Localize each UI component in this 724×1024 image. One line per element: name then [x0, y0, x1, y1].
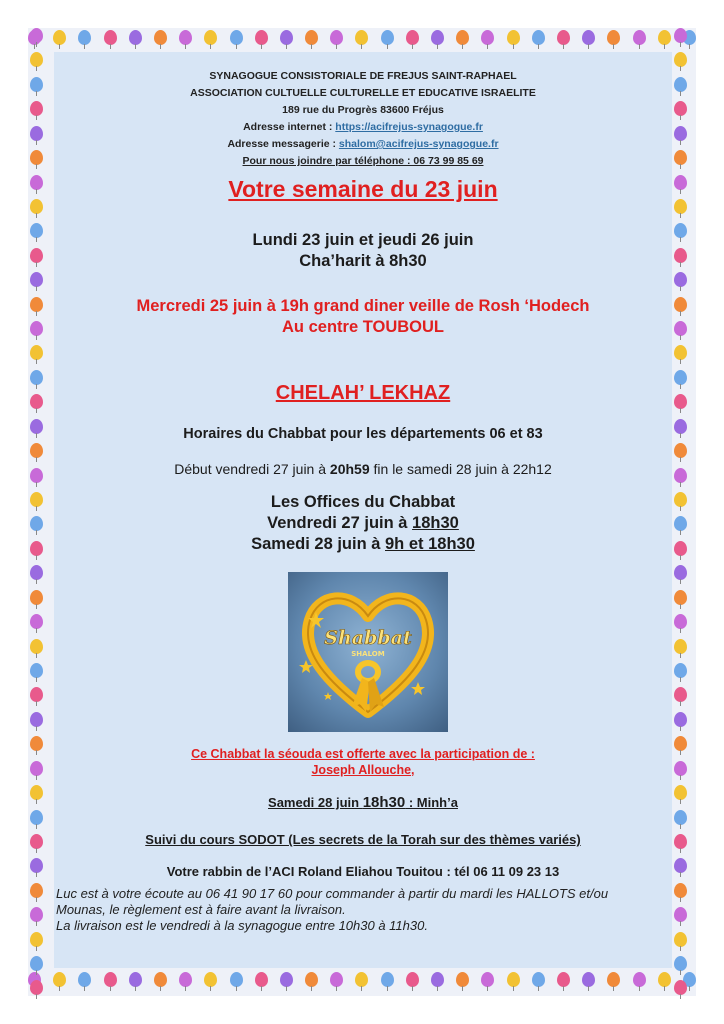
balloon-icon — [30, 223, 43, 238]
balloon-icon — [674, 687, 687, 702]
balloon-icon — [30, 810, 43, 825]
balloon-icon — [30, 639, 43, 654]
balloon-icon — [674, 175, 687, 190]
balloon-icon — [674, 980, 687, 995]
balloon-icon — [557, 30, 570, 45]
offices-title: Les Offices du Chabbat — [270, 493, 456, 511]
balloon-icon — [30, 956, 43, 971]
seouda-announcement — [54, 746, 672, 778]
balloon-icon — [30, 590, 43, 605]
balloon-icon — [280, 972, 293, 987]
weekday-service — [54, 230, 672, 272]
header-organization: SYNAGOGUE CONSISTORIALE DE FREJUS SAINT-RAPHAEL — [209, 70, 517, 82]
parasha-title: CHELAH’ LEKHAZ — [275, 382, 451, 404]
seouda-sponsor: Joseph Allouche, — [311, 763, 415, 777]
weekday-days: Lundi 23 juin et jeudi 26 juin — [252, 231, 474, 249]
balloon-icon — [78, 972, 91, 987]
balloon-icon — [674, 565, 687, 580]
balloon-icon — [674, 248, 687, 263]
dinner-announcement — [54, 296, 672, 338]
balloon-icon — [674, 77, 687, 92]
balloon-icon — [30, 150, 43, 165]
balloon-icon — [674, 712, 687, 727]
balloon-border-bottom — [28, 972, 696, 994]
balloon-icon — [30, 932, 43, 947]
shabbat-times — [54, 461, 672, 477]
balloon-icon — [507, 30, 520, 45]
header-phone: Pour nous joindre par téléphone : 06 73 99 85 69 — [242, 155, 484, 167]
balloon-icon — [674, 590, 687, 605]
balloon-icon — [305, 972, 318, 987]
balloon-icon — [330, 30, 343, 45]
balloon-icon — [674, 297, 687, 312]
balloon-icon — [30, 126, 43, 141]
balloon-icon — [355, 30, 368, 45]
offices-saturday: Samedi 28 juin à 9h et 18h30 — [251, 535, 475, 553]
hallots-note-line1: Luc est à votre écoute au 06 41 90 17 60 pour commander à partir du mardi les HALLOTS et/ou — [56, 886, 609, 901]
balloon-icon — [179, 972, 192, 987]
shabbat-hours-heading: Horaires du Chabbat pour les départements 06 et 83 — [183, 426, 543, 442]
balloon-icon — [30, 468, 43, 483]
balloon-icon — [582, 972, 595, 987]
balloon-icon — [129, 972, 142, 987]
balloon-icon — [674, 932, 687, 947]
balloon-icon — [674, 516, 687, 531]
balloon-icon — [582, 30, 595, 45]
balloon-icon — [30, 663, 43, 678]
hallots-note-line3: La livraison est le vendredi à la synagogue entre 10h30 à 11h30. — [56, 918, 428, 933]
balloon-icon — [129, 30, 142, 45]
balloon-icon — [674, 810, 687, 825]
balloon-icon — [30, 419, 43, 434]
balloon-icon — [30, 858, 43, 873]
balloon-icon — [674, 394, 687, 409]
balloon-icon — [674, 150, 687, 165]
balloon-icon — [674, 223, 687, 238]
balloon-icon — [674, 28, 687, 43]
rabbin-contact: Votre rabbin de l’ACI Roland Eliahou Touitou : tél 06 11 09 23 13 — [166, 864, 560, 879]
header-address: 189 rue du Progrès 83600 Fréjus — [282, 104, 444, 116]
balloon-icon — [204, 972, 217, 987]
balloon-icon — [557, 972, 570, 987]
balloon-icon — [30, 712, 43, 727]
image-text-shabbat: Shabbat — [324, 627, 412, 649]
website-link[interactable]: https://acifrejus-synagogue.fr — [335, 121, 483, 133]
balloon-icon — [255, 30, 268, 45]
balloon-icon — [230, 972, 243, 987]
balloon-icon — [674, 834, 687, 849]
balloon-icon — [255, 972, 268, 987]
balloon-icon — [607, 30, 620, 45]
seouda-line: Ce Chabbat la séouda est offerte avec la participation de : — [191, 747, 535, 761]
shabbat-end-label: fin le samedi 28 juin à 22h12 — [369, 461, 552, 477]
balloon-icon — [674, 614, 687, 629]
balloon-icon — [674, 492, 687, 507]
balloon-icon — [30, 687, 43, 702]
heart-ribbon-illustration — [288, 572, 448, 732]
balloon-icon — [658, 30, 671, 45]
balloon-icon — [674, 785, 687, 800]
minha-time: 18h30 — [362, 794, 406, 811]
balloon-icon — [305, 30, 318, 45]
balloon-icon — [381, 30, 394, 45]
header-website — [54, 119, 672, 136]
balloon-icon — [30, 248, 43, 263]
balloon-icon — [532, 972, 545, 987]
balloon-icon — [674, 199, 687, 214]
shabbat-start-time: 20h59 — [329, 461, 370, 477]
balloon-icon — [406, 972, 419, 987]
balloon-icon — [674, 272, 687, 287]
balloon-icon — [674, 883, 687, 898]
balloon-icon — [674, 321, 687, 336]
balloon-icon — [30, 492, 43, 507]
page-title: Votre semaine du 23 juin — [228, 176, 498, 202]
offices-block — [54, 492, 672, 555]
flyer-panel — [54, 52, 672, 968]
balloon-icon — [30, 907, 43, 922]
balloon-icon — [30, 443, 43, 458]
balloon-icon — [53, 972, 66, 987]
balloon-icon — [154, 972, 167, 987]
offices-friday-time: 18h30 — [412, 514, 459, 532]
balloon-icon — [674, 126, 687, 141]
email-link[interactable]: shalom@acifrejus-synagogue.fr — [338, 138, 499, 150]
balloon-icon — [30, 28, 43, 43]
balloon-icon — [674, 736, 687, 751]
balloon-icon — [456, 972, 469, 987]
balloon-icon — [104, 972, 117, 987]
balloon-icon — [674, 956, 687, 971]
balloon-icon — [30, 321, 43, 336]
balloon-icon — [30, 297, 43, 312]
offices-friday: Vendredi 27 juin à 18h30 — [267, 514, 459, 532]
balloon-icon — [406, 30, 419, 45]
offices-saturday-time: 9h et 18h30 — [385, 535, 475, 553]
balloon-icon — [674, 419, 687, 434]
balloon-icon — [204, 30, 217, 45]
dinner-line: Mercredi 25 juin à 19h grand diner veille de Rosh ‘Hodech — [136, 297, 590, 315]
balloon-icon — [674, 370, 687, 385]
balloon-icon — [674, 663, 687, 678]
balloon-icon — [431, 972, 444, 987]
balloon-icon — [674, 858, 687, 873]
balloon-icon — [355, 972, 368, 987]
minha-service: Samedi 28 juin 18h30 : Minh’a — [268, 794, 458, 811]
balloon-icon — [674, 639, 687, 654]
balloon-icon — [30, 834, 43, 849]
balloon-icon — [30, 565, 43, 580]
balloon-icon — [30, 175, 43, 190]
balloon-icon — [280, 30, 293, 45]
dinner-location: Au centre TOUBOUL — [282, 318, 444, 336]
balloon-border-right — [674, 28, 696, 996]
balloon-icon — [674, 443, 687, 458]
balloon-icon — [30, 736, 43, 751]
balloon-icon — [30, 883, 43, 898]
balloon-border-left — [30, 28, 52, 996]
hallots-note-line2: Mounas, le règlement est à faire avant la livraison. — [56, 902, 346, 917]
balloon-icon — [30, 77, 43, 92]
balloon-icon — [481, 30, 494, 45]
balloon-icon — [532, 30, 545, 45]
balloon-icon — [607, 972, 620, 987]
balloon-icon — [53, 30, 66, 45]
balloon-icon — [30, 785, 43, 800]
balloon-icon — [30, 980, 43, 995]
balloon-icon — [154, 30, 167, 45]
balloon-icon — [30, 52, 43, 67]
balloon-icon — [30, 614, 43, 629]
balloon-icon — [674, 52, 687, 67]
balloon-icon — [30, 541, 43, 556]
balloon-icon — [230, 30, 243, 45]
balloon-icon — [674, 345, 687, 360]
balloon-icon — [330, 972, 343, 987]
email-label: Adresse messagerie : — [227, 138, 339, 150]
shabbat-start-label: Début vendredi 27 juin à — [174, 461, 330, 477]
balloon-icon — [30, 761, 43, 776]
balloon-icon — [30, 101, 43, 116]
balloon-icon — [658, 972, 671, 987]
balloon-icon — [481, 972, 494, 987]
balloon-icon — [179, 30, 192, 45]
balloon-icon — [431, 30, 444, 45]
shabbat-shalom-image — [288, 572, 448, 732]
header-email — [54, 136, 672, 153]
balloon-border-top — [28, 30, 696, 52]
website-label: Adresse internet : — [243, 121, 336, 133]
balloon-icon — [674, 907, 687, 922]
balloon-icon — [78, 30, 91, 45]
balloon-icon — [674, 101, 687, 116]
balloon-icon — [456, 30, 469, 45]
balloon-icon — [674, 541, 687, 556]
balloon-icon — [30, 272, 43, 287]
balloon-icon — [30, 345, 43, 360]
balloon-icon — [633, 972, 646, 987]
balloon-icon — [30, 516, 43, 531]
cours-sodot: Suivi du cours SODOT (Les secrets de la Torah sur des thèmes variés) — [145, 832, 581, 847]
balloon-icon — [381, 972, 394, 987]
balloon-icon — [30, 394, 43, 409]
balloon-icon — [104, 30, 117, 45]
image-text-shalom: SHALOM — [351, 650, 385, 658]
balloon-icon — [674, 761, 687, 776]
balloon-icon — [674, 468, 687, 483]
balloon-icon — [30, 199, 43, 214]
balloon-icon — [507, 972, 520, 987]
weekday-time: Cha’harit à 8h30 — [299, 252, 427, 270]
header-association: ASSOCIATION CULTUELLE CULTURELLE ET EDUCATIVE ISRAELITE — [190, 87, 536, 99]
balloon-icon — [30, 370, 43, 385]
balloon-icon — [633, 30, 646, 45]
